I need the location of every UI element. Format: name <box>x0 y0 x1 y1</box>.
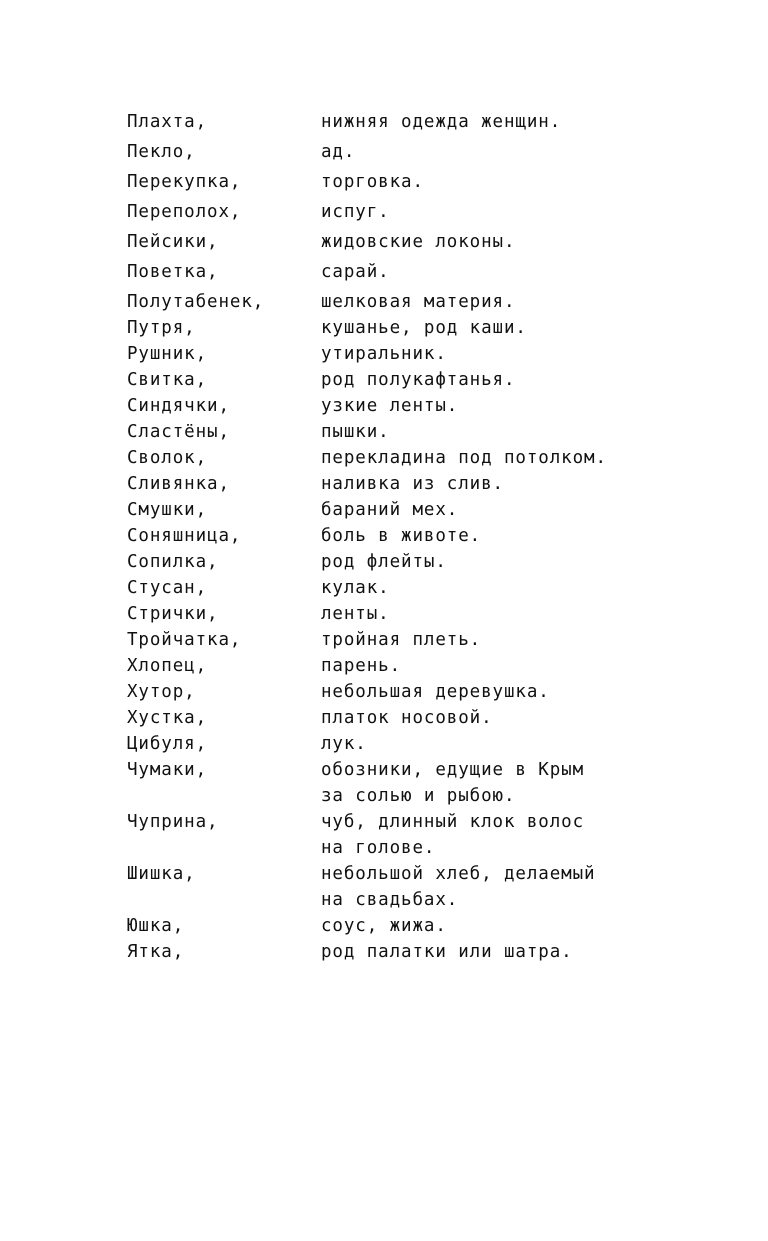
glossary-entry <box>127 575 667 601</box>
glossary-definition: жидовские локоны. <box>321 232 516 252</box>
glossary-term: Плахта, <box>127 112 208 132</box>
glossary-definition: ад. <box>321 142 356 162</box>
glossary-entry <box>127 289 667 315</box>
glossary-entry <box>127 315 667 341</box>
glossary-definition: бараний мех. <box>321 500 459 520</box>
glossary-entry <box>127 259 667 285</box>
glossary-term: Хлопец, <box>127 656 208 676</box>
glossary-definition: боль в животе. <box>321 526 482 546</box>
glossary-term: Тройчатка, <box>127 630 242 650</box>
glossary-definition: тройная плеть. <box>321 630 482 650</box>
glossary-definition: род полукафтанья. <box>321 370 516 390</box>
glossary-definition: нижняя одежда женщин. <box>321 112 562 132</box>
glossary-term: Соняшница, <box>127 526 242 546</box>
glossary-entry <box>127 523 667 549</box>
glossary-definition: род палатки или шатра. <box>321 942 573 962</box>
glossary-definition: утиральник. <box>321 344 447 364</box>
glossary-entry <box>127 169 667 195</box>
glossary-term: Поветка, <box>127 262 219 282</box>
glossary-entry <box>127 861 667 913</box>
glossary-term: Путря, <box>127 318 196 338</box>
glossary-entry <box>127 939 667 965</box>
glossary-term: Сливянка, <box>127 474 230 494</box>
glossary-entry <box>127 705 667 731</box>
glossary-entry <box>127 419 667 445</box>
glossary-entry <box>127 757 667 809</box>
glossary-definition: шелковая материя. <box>321 292 516 312</box>
glossary-entry <box>127 809 667 861</box>
glossary-term: Цибуля, <box>127 734 208 754</box>
glossary-definition: испуг. <box>321 202 390 222</box>
glossary-definition: чуб, длинный клок волос на голове. <box>321 812 585 858</box>
glossary-entry <box>127 471 667 497</box>
glossary-term: Пекло, <box>127 142 196 162</box>
glossary-entry <box>127 445 667 471</box>
glossary-entry <box>127 601 667 627</box>
glossary-definition: род флейты. <box>321 552 447 572</box>
glossary-entry <box>127 229 667 255</box>
glossary-entry <box>127 731 667 757</box>
glossary-entry <box>127 653 667 679</box>
glossary-definition: торговка. <box>321 172 424 192</box>
glossary-term: Шишка, <box>127 864 196 884</box>
glossary-entry <box>127 367 667 393</box>
glossary-list <box>127 109 667 965</box>
glossary-definition: кулак. <box>321 578 390 598</box>
glossary-term: Чумаки, <box>127 760 208 780</box>
glossary-term: Сластёны, <box>127 422 230 442</box>
glossary-entry <box>127 913 667 939</box>
glossary-entry <box>127 341 667 367</box>
glossary-entry <box>127 549 667 575</box>
glossary-entry <box>127 627 667 653</box>
glossary-entry <box>127 497 667 523</box>
glossary-term: Полутабенек, <box>127 292 265 312</box>
glossary-term: Ятка, <box>127 942 185 962</box>
glossary-definition: наливка из слив. <box>321 474 504 494</box>
glossary-definition: небольшой хлеб, делаемый на свадьбах. <box>321 864 596 910</box>
glossary-term: Синдячки, <box>127 396 230 416</box>
glossary-term: Стусан, <box>127 578 208 598</box>
glossary-term: Рушник, <box>127 344 208 364</box>
glossary-term: Хутор, <box>127 682 196 702</box>
glossary-entry <box>127 139 667 165</box>
glossary-entry <box>127 679 667 705</box>
glossary-term: Юшка, <box>127 916 185 936</box>
glossary-definition: узкие ленты. <box>321 396 459 416</box>
glossary-term: Хустка, <box>127 708 208 728</box>
glossary-term: Свитка, <box>127 370 208 390</box>
glossary-entry <box>127 393 667 419</box>
glossary-definition: парень. <box>321 656 402 676</box>
glossary-definition: пышки. <box>321 422 390 442</box>
glossary-term: Перекупка, <box>127 172 242 192</box>
glossary-definition: обозники, едущие в Крым за солью и рыбою. <box>321 760 585 806</box>
glossary-definition: кушанье, род каши. <box>321 318 527 338</box>
glossary-term: Стрички, <box>127 604 219 624</box>
glossary-term: Пейсики, <box>127 232 219 252</box>
glossary-definition: перекладина под потолком. <box>321 448 607 468</box>
glossary-term: Сволок, <box>127 448 208 468</box>
glossary-definition: сарай. <box>321 262 390 282</box>
glossary-term: Чуприна, <box>127 812 219 832</box>
glossary-term: Сопилка, <box>127 552 219 572</box>
glossary-definition: ленты. <box>321 604 390 624</box>
glossary-entry <box>127 109 667 135</box>
glossary-definition: небольшая деревушка. <box>321 682 550 702</box>
glossary-definition: лук. <box>321 734 367 754</box>
glossary-entry <box>127 199 667 225</box>
glossary-definition: соус, жижа. <box>321 916 447 936</box>
glossary-term: Переполох, <box>127 202 242 222</box>
glossary-term: Смушки, <box>127 500 208 520</box>
glossary-definition: платок носовой. <box>321 708 493 728</box>
